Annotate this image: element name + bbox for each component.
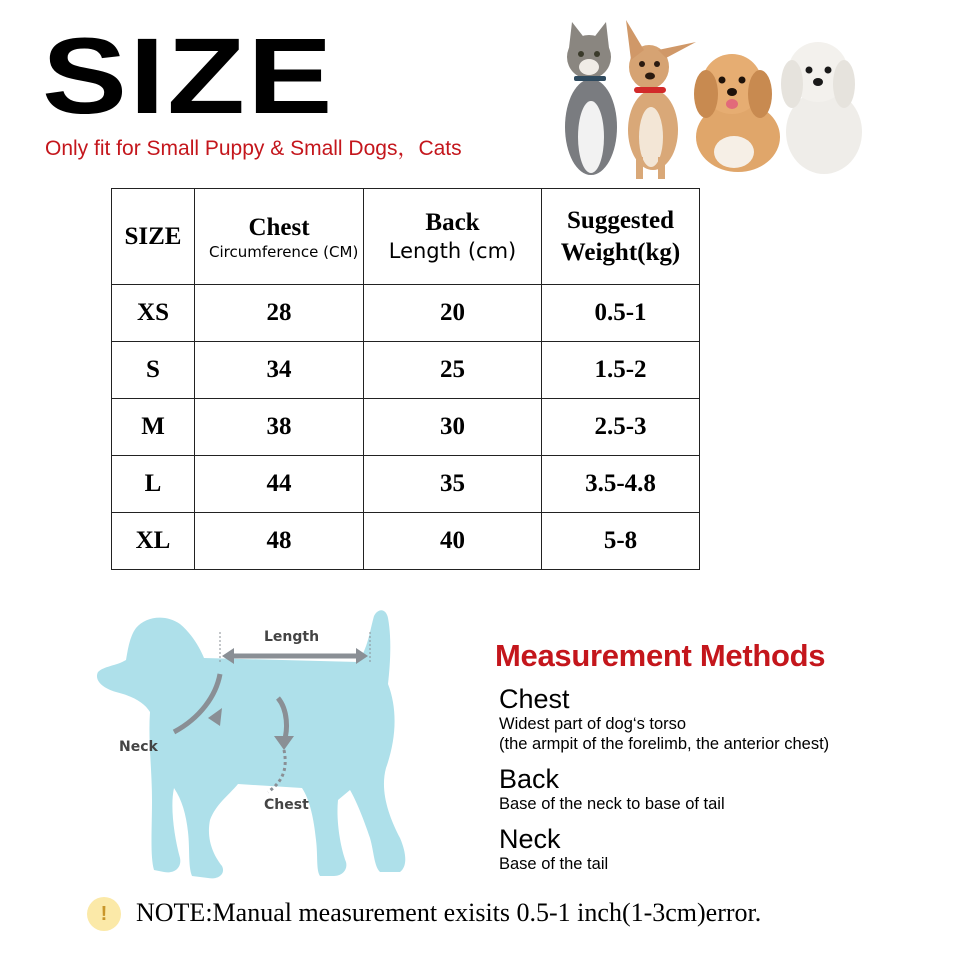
- cell-chest: 44: [195, 456, 364, 513]
- table-row: [112, 399, 700, 456]
- chest-description-detail: (the armpit of the forelimb, the anterior chest): [499, 735, 830, 753]
- cell-back: 40: [364, 513, 542, 570]
- cell-weight: 2.5-3: [542, 399, 700, 456]
- table-row: [112, 342, 700, 399]
- size-chart-table: [111, 188, 700, 570]
- cell-chest: 38: [195, 399, 364, 456]
- cell-weight: 5-8: [542, 513, 700, 570]
- cell-size: M: [112, 399, 195, 456]
- neck-description: Base of the tail: [499, 855, 609, 873]
- warning-icon: !: [87, 897, 121, 931]
- cell-size: XL: [112, 513, 195, 570]
- cell-weight: 3.5-4.8: [542, 456, 700, 513]
- cell-back: 35: [364, 456, 542, 513]
- header-back: Back Length (cm): [364, 189, 542, 285]
- subtitle: Only fit for Small Puppy & Small Dogs，Cats: [45, 137, 462, 160]
- cell-chest: 34: [195, 342, 364, 399]
- neck-label: Neck: [119, 739, 158, 755]
- cell-size: S: [112, 342, 195, 399]
- header-size: SIZE: [112, 189, 195, 285]
- cell-chest: 48: [195, 513, 364, 570]
- cell-back: 20: [364, 285, 542, 342]
- table-header-row: [112, 189, 700, 285]
- cell-size: L: [112, 456, 195, 513]
- length-label: Length: [264, 629, 320, 645]
- cell-weight: 0.5-1: [542, 285, 700, 342]
- chihuahua-image: [626, 20, 696, 179]
- chest-description: Widest part of dog‘s torso: [499, 715, 687, 733]
- pets-illustration: [556, 12, 876, 182]
- cell-back: 30: [364, 399, 542, 456]
- back-description: Base of the neck to base of tail: [499, 795, 725, 813]
- white-puppy-image: [781, 42, 862, 174]
- cell-weight: 1.5-2: [542, 342, 700, 399]
- table-row: [112, 456, 700, 513]
- tan-puppy-image: [694, 54, 780, 172]
- cell-back: 25: [364, 342, 542, 399]
- neck-heading: Neck: [499, 824, 561, 854]
- header-chest: Chest Circumference (CM): [195, 189, 364, 285]
- chest-label: Chest: [264, 797, 309, 813]
- back-heading: Back: [499, 764, 560, 794]
- header-weight: Suggested Weight(kg): [542, 189, 700, 285]
- table-row: [112, 285, 700, 342]
- table-row: [112, 513, 700, 570]
- cat-image: [565, 22, 617, 175]
- measurement-methods-title: Measurement Methods: [495, 638, 826, 673]
- chest-heading: Chest: [499, 684, 570, 714]
- note-text: NOTE:Manual measurement exisits 0.5-1 inch(1-3cm)error.: [136, 898, 762, 927]
- page-title: SIZE: [42, 15, 335, 136]
- cell-size: XS: [112, 285, 195, 342]
- cell-chest: 28: [195, 285, 364, 342]
- dog-measurement-diagram: [88, 600, 428, 885]
